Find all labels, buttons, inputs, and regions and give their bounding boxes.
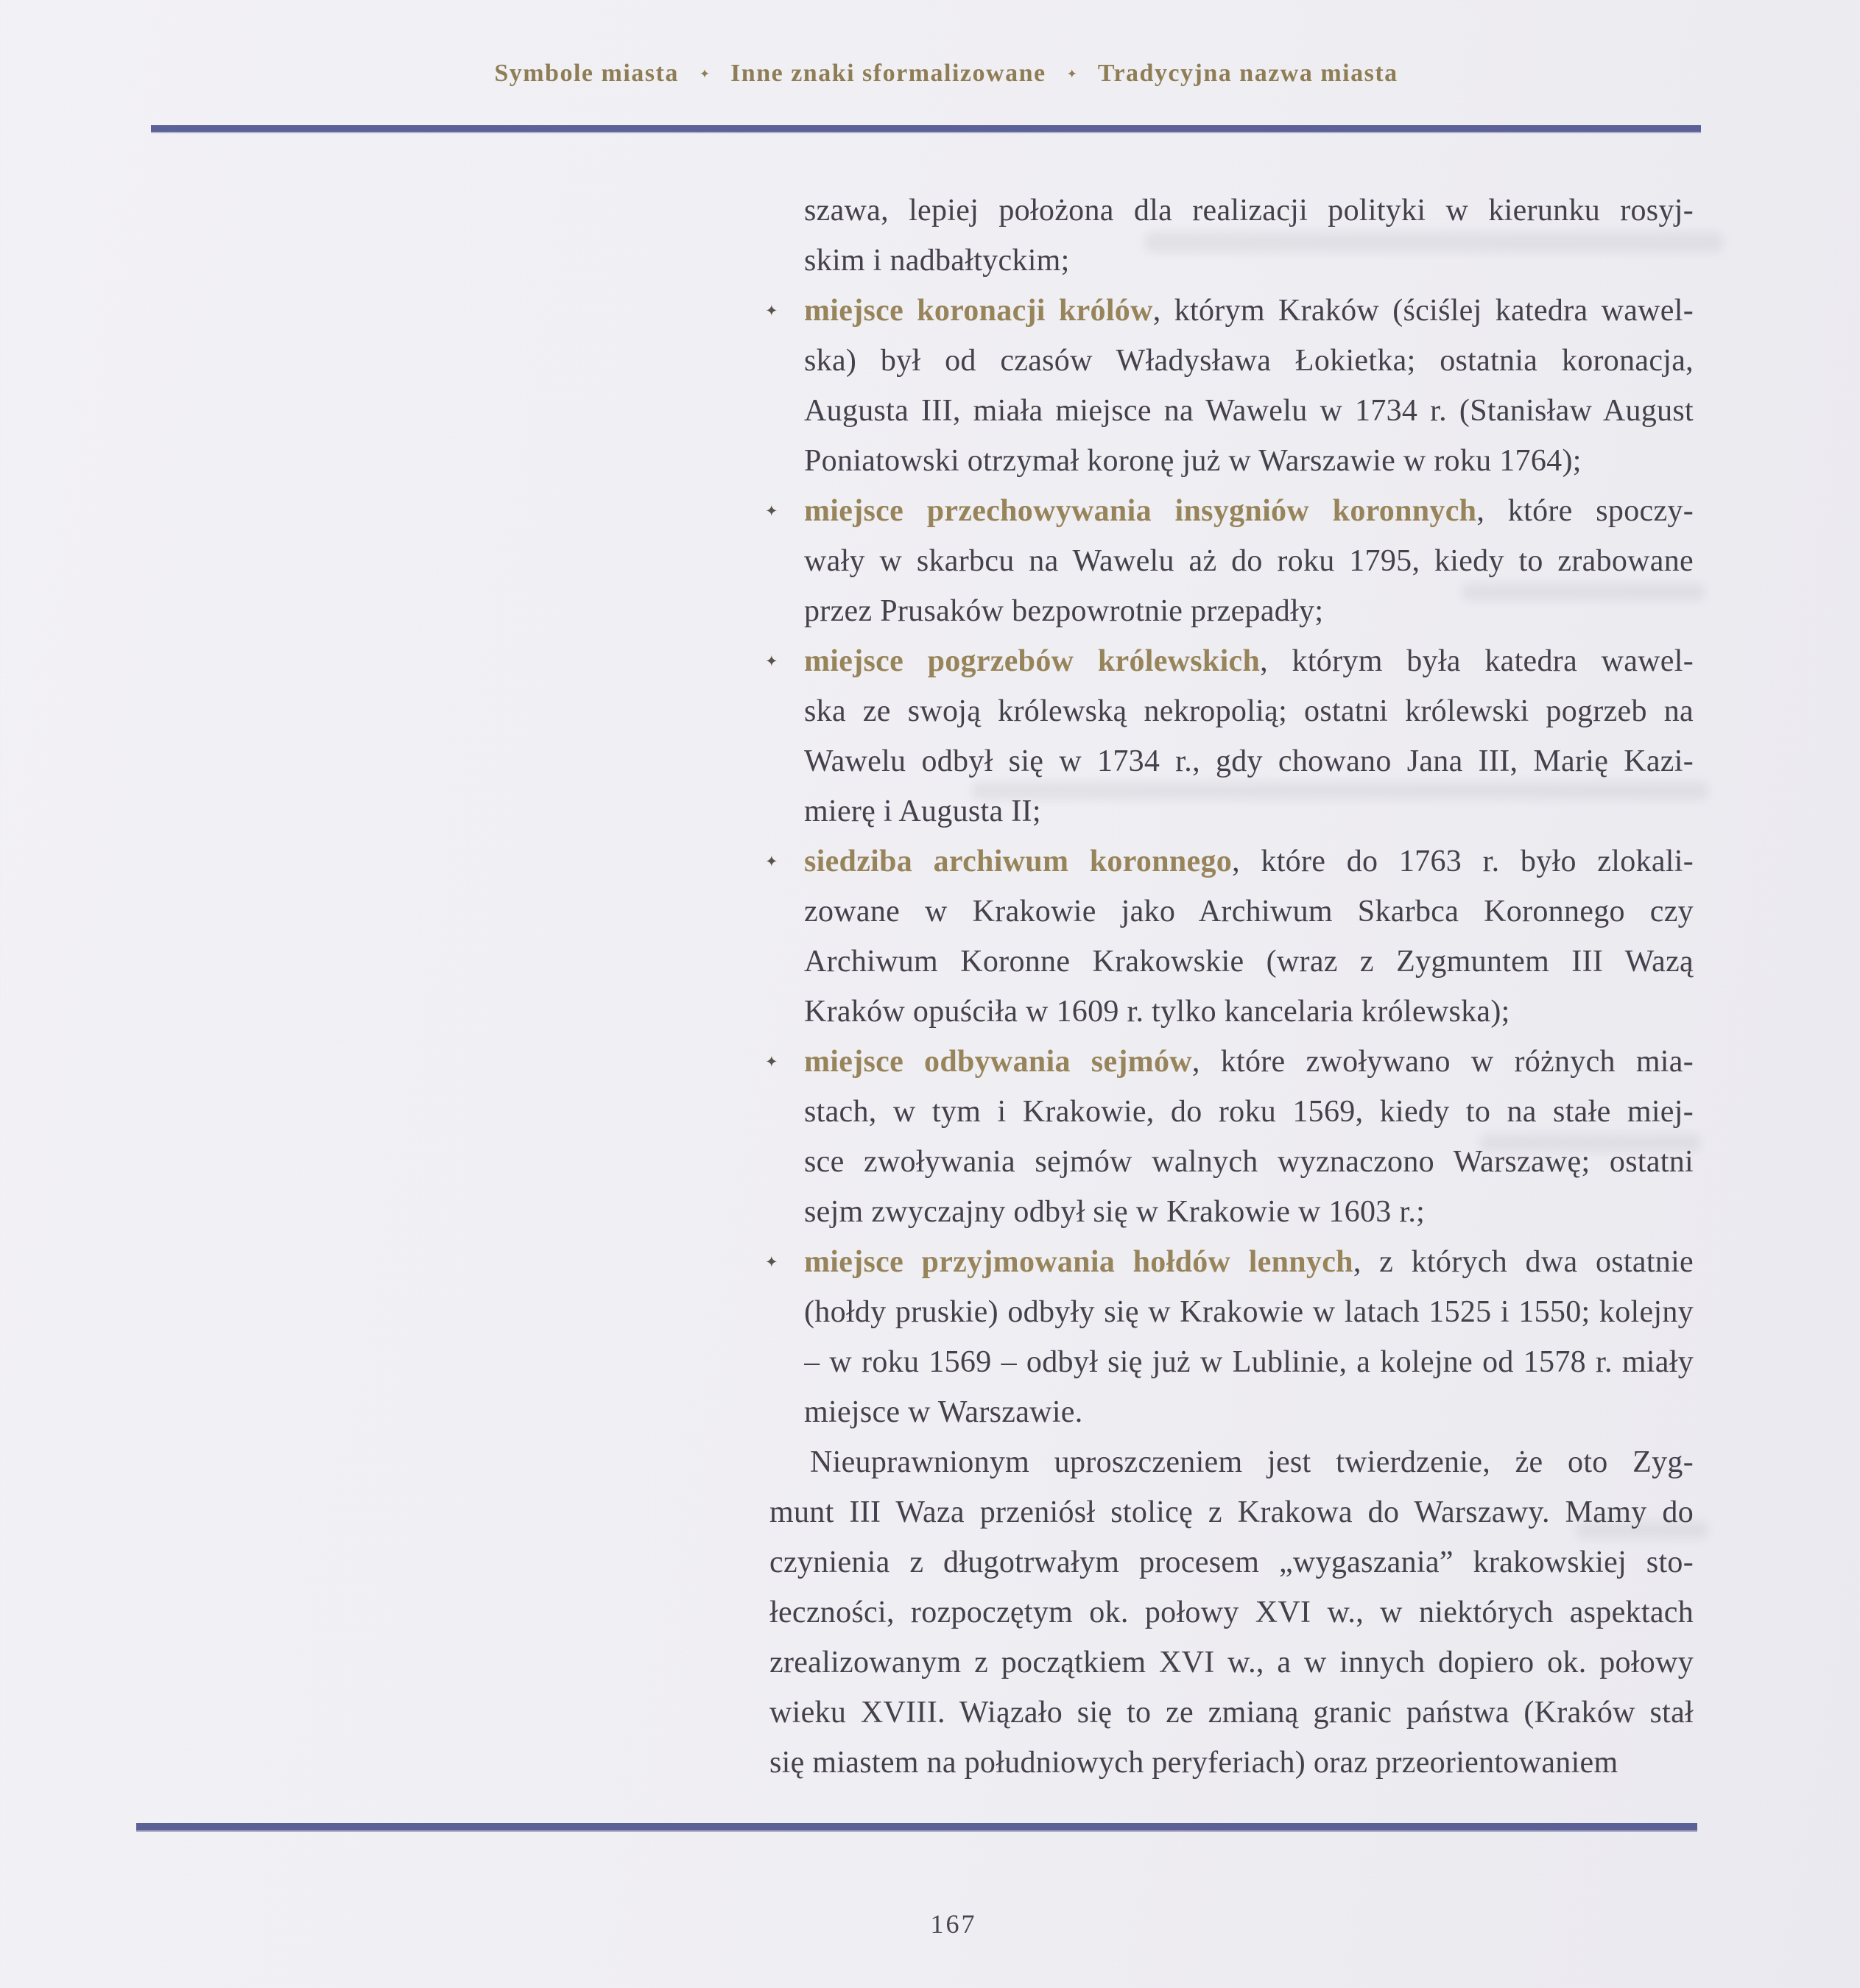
body-text: (hołdy pruskie) odbyły się w Krakowie w latach 1525 i 1550; kolejny bbox=[804, 1295, 1694, 1329]
body-text: munt III Waza przeniósł stolicę z Krakowa do Warszawy. Mamy do bbox=[769, 1495, 1694, 1529]
body-text: Augusta III, miała miejsce na Wawelu w 1734 r. (Stanisław August bbox=[804, 394, 1694, 428]
keyword-bold: miejsce przechowywania insygniów koronnych bbox=[804, 494, 1477, 528]
text-line bbox=[769, 1537, 1694, 1587]
text-line bbox=[804, 1337, 1694, 1387]
text-line bbox=[804, 1237, 1694, 1287]
text-line bbox=[804, 987, 1694, 1037]
body-text: Wawelu odbył się w 1734 r., gdy chowano Jana III, Marię Kazi- bbox=[804, 744, 1694, 778]
text-line bbox=[804, 1137, 1694, 1187]
body-text: Poniatowski otrzymał koronę już w Warszawie w roku 1764); bbox=[804, 444, 1582, 478]
text-line bbox=[804, 736, 1694, 786]
bullet-item bbox=[765, 486, 1694, 636]
bullet-item bbox=[765, 636, 1694, 836]
text-line bbox=[769, 1437, 1694, 1487]
text-line bbox=[769, 1487, 1694, 1537]
text-line bbox=[804, 1187, 1694, 1237]
body-text: , którym była katedra wawel- bbox=[1260, 644, 1694, 678]
text-line bbox=[804, 586, 1694, 636]
text-line bbox=[804, 536, 1694, 586]
body-text: się miastem na południowych peryferiach) oraz przeorientowaniem bbox=[769, 1746, 1618, 1780]
body-text: mierę i Augusta II; bbox=[804, 794, 1041, 828]
body-text: stach, w tym i Krakowie, do roku 1569, kiedy to na stałe miej- bbox=[804, 1095, 1694, 1129]
text-line bbox=[804, 436, 1694, 486]
body-text: ska ze swoją królewską nekropolią; ostatni królewski pogrzeb na bbox=[804, 694, 1694, 728]
body-text: wały w skarbcu na Wawelu aż do roku 1795, kiedy to zrabowane bbox=[804, 544, 1694, 578]
continuation-text bbox=[804, 186, 1694, 286]
top-rule bbox=[151, 125, 1701, 132]
bottom-rule bbox=[136, 1823, 1697, 1830]
text-line bbox=[804, 236, 1694, 286]
body-text: ska) był od czasów Władysława Łokietka; ostatnia koronacja, bbox=[804, 344, 1694, 378]
text-line bbox=[769, 1587, 1694, 1638]
text-line bbox=[769, 1688, 1694, 1738]
bullet-item bbox=[765, 286, 1694, 486]
paragraph bbox=[769, 1437, 1694, 1788]
text-line bbox=[804, 786, 1694, 836]
keyword-bold: miejsce przyjmowania hołdów lennych bbox=[804, 1245, 1353, 1279]
header-section-tradycyjna-nazwa: Tradycyjna nazwa miasta bbox=[1097, 60, 1398, 87]
running-header bbox=[0, 59, 1860, 89]
body-text: zowane w Krakowie jako Archiwum Skarbca Koronnego czy bbox=[804, 895, 1694, 928]
body-text: sce zwoływania sejmów walnych wyznaczono Warszawę; ostatni bbox=[804, 1145, 1694, 1179]
text-line bbox=[804, 887, 1694, 937]
keyword-bold: miejsce pogrzebów królewskich bbox=[804, 644, 1261, 678]
text-line bbox=[769, 1638, 1694, 1688]
bullet-diamond-icon: ✦ bbox=[765, 1053, 778, 1071]
text-line bbox=[804, 336, 1694, 386]
bullet-item bbox=[765, 1037, 1694, 1237]
body-text: sejm zwyczajny odbył się w Krakowie w 1603 r.; bbox=[804, 1195, 1426, 1229]
body-text: łeczności, rozpoczętym ok. połowy XVI w., w niektórych aspektach bbox=[769, 1596, 1694, 1629]
body-text: Archiwum Koronne Krakowskie (wraz z Zygmuntem III Wazą bbox=[804, 945, 1694, 979]
keyword-bold: siedziba archiwum koronnego bbox=[804, 845, 1233, 878]
bullet-diamond-icon: ✦ bbox=[765, 502, 778, 520]
body-text: Kraków opuściła w 1609 r. tylko kancelaria królewska); bbox=[804, 995, 1510, 1029]
body-text: skim i nadbałtyckim; bbox=[804, 244, 1070, 278]
body-text: , które zwoływano w różnych mia- bbox=[1191, 1045, 1694, 1079]
body-text: – w roku 1569 – odbył się już w Lublinie, a kolejne od 1578 r. miały bbox=[804, 1345, 1694, 1379]
text-line bbox=[804, 1087, 1694, 1137]
text-block bbox=[765, 186, 1694, 1788]
text-line bbox=[804, 386, 1694, 436]
body-text: czynienia z długotrwałym procesem „wygaszania” krakowskiej sto- bbox=[769, 1545, 1694, 1579]
header-section-symbole-miasta: Symbole miasta bbox=[494, 60, 679, 87]
body-text: Nieuprawnionym uproszczeniem jest twierdzenie, że oto Zyg- bbox=[810, 1445, 1694, 1479]
text-line bbox=[804, 1387, 1694, 1437]
body-text: , z których dwa ostatnie bbox=[1353, 1245, 1694, 1279]
body-text: , którym Kraków (ściślej katedra wawel- bbox=[1152, 294, 1694, 328]
keyword-bold: miejsce koronacji królów bbox=[804, 294, 1153, 328]
bullet-diamond-icon: ✦ bbox=[765, 302, 778, 320]
body-text: wieku XVIII. Wiązało się to ze zmianą granic państwa (Kraków stał bbox=[769, 1696, 1694, 1730]
diamond-separator-icon: ✦ bbox=[1066, 67, 1077, 82]
text-line bbox=[804, 636, 1694, 686]
keyword-bold: miejsce odbywania sejmów bbox=[804, 1045, 1192, 1079]
text-line bbox=[804, 486, 1694, 536]
page-number: 167 bbox=[930, 1909, 977, 1939]
bullet-diamond-icon: ✦ bbox=[765, 853, 778, 870]
bullet-item bbox=[765, 836, 1694, 1037]
header-section-inne-znaki: Inne znaki sformalizowane bbox=[730, 60, 1046, 87]
body-text: , które spoczy- bbox=[1476, 494, 1694, 528]
body-text: , które do 1763 r. było zlokali- bbox=[1232, 845, 1694, 878]
text-line bbox=[804, 186, 1694, 236]
text-line bbox=[769, 1738, 1694, 1788]
body-text: miejsce w Warszawie. bbox=[804, 1395, 1083, 1429]
body-text: przez Prusaków bezpowrotnie przepadły; bbox=[804, 594, 1324, 628]
bullet-diamond-icon: ✦ bbox=[765, 652, 778, 670]
bullet-item bbox=[765, 1237, 1694, 1437]
text-line bbox=[804, 686, 1694, 736]
text-line bbox=[804, 286, 1694, 336]
text-line bbox=[804, 1287, 1694, 1337]
body-text: szawa, lepiej położona dla realizacji polityki w kierunku rosyj- bbox=[804, 194, 1694, 228]
text-line bbox=[804, 1037, 1694, 1087]
text-line bbox=[804, 836, 1694, 887]
bullet-diamond-icon: ✦ bbox=[765, 1253, 778, 1271]
diamond-separator-icon: ✦ bbox=[699, 67, 711, 82]
text-line bbox=[804, 937, 1694, 987]
body-text: zrealizowanym z początkiem XVI w., a w innych dopiero ok. połowy bbox=[769, 1646, 1694, 1679]
